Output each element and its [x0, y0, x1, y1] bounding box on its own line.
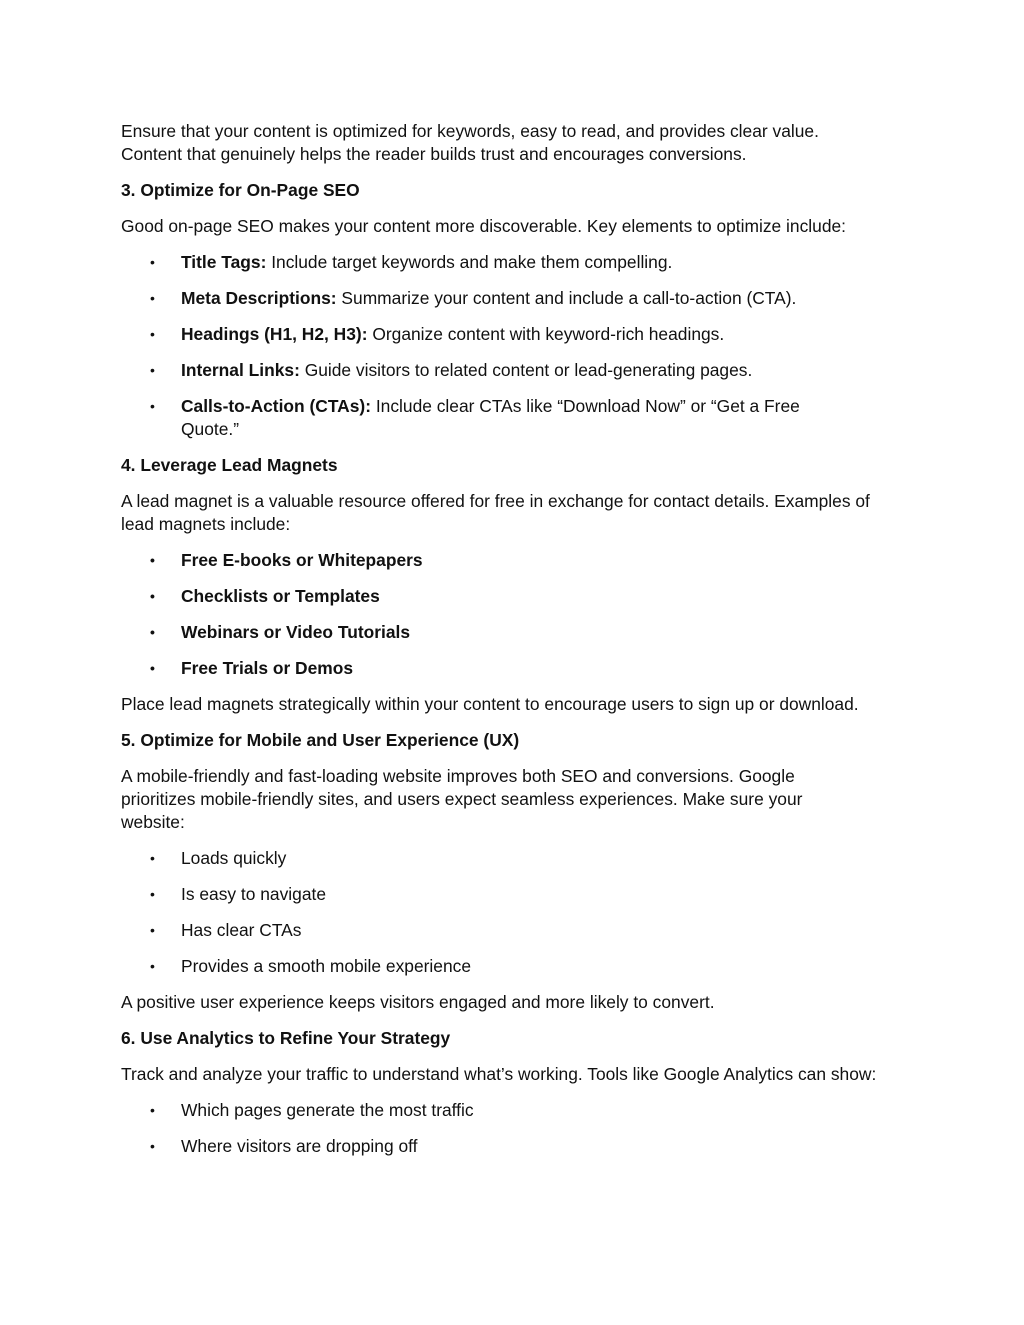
section-3-heading: 3. Optimize for On-Page SEO [121, 180, 360, 200]
item-label: Free Trials or Demos [181, 658, 354, 678]
document-page [121, 120, 921, 1171]
item-label: Free E-books or Whitepapers [181, 550, 423, 570]
bullet-icon: • [150, 588, 155, 604]
list-item [121, 323, 921, 346]
section-3-lead: Good on-page SEO makes your content more discoverable. Key elements to optimize include: [121, 216, 846, 236]
item-desc: Include clear CTAs like “Download Now” or “Get a Free Quote.” [181, 396, 800, 439]
bullet-icon: • [150, 362, 155, 378]
bullet-icon: • [150, 624, 155, 640]
item-label: Loads quickly [181, 848, 287, 868]
section-6-lead: Track and analyze your traffic to understand what’s working. Tools like Google Analytics can show: [121, 1064, 877, 1084]
list-item [121, 1135, 921, 1158]
list-item [121, 955, 921, 978]
section-5-list [121, 847, 921, 978]
bullet-icon: • [150, 922, 155, 938]
item-desc: Include target keywords and make them compelling. [266, 252, 673, 272]
list-item [121, 549, 921, 572]
item-label: Provides a smooth mobile experience [181, 956, 471, 976]
list-item [121, 847, 921, 870]
list-item [121, 919, 921, 942]
item-term: Internal Links: [181, 360, 300, 380]
item-label: Has clear CTAs [181, 920, 302, 940]
section-5-lead: A mobile-friendly and fast-loading website improves both SEO and conversions. Google prioritizes mobile-friendly sites, and users expect seamless experiences. Make sure your website: [121, 766, 803, 832]
bullet-icon: • [150, 1138, 155, 1154]
section-4-list [121, 549, 921, 680]
bullet-icon: • [150, 552, 155, 568]
list-item [121, 621, 921, 644]
bullet-icon: • [150, 958, 155, 974]
item-term: Title Tags: [181, 252, 267, 272]
list-item [121, 395, 851, 441]
bullet-icon: • [150, 850, 155, 866]
bullet-icon: • [150, 1102, 155, 1118]
list-item [121, 883, 921, 906]
bullet-icon: • [150, 660, 155, 676]
list-item [121, 359, 921, 382]
section-6-list [121, 1099, 921, 1158]
item-label: Webinars or Video Tutorials [181, 622, 411, 642]
bullet-icon: • [150, 886, 155, 902]
item-label: Is easy to navigate [181, 884, 327, 904]
item-term: Calls-to-Action (CTAs): [181, 396, 371, 416]
item-desc: Organize content with keyword-rich headings. [367, 324, 725, 344]
section-4-closing: Place lead magnets strategically within your content to encourage users to sign up or download. [121, 694, 859, 714]
item-label: Where visitors are dropping off [181, 1136, 418, 1156]
list-item [121, 287, 921, 310]
section-6-heading: 6. Use Analytics to Refine Your Strategy [121, 1028, 451, 1048]
item-desc: Summarize your content and include a call-to-action (CTA). [336, 288, 797, 308]
item-label: Which pages generate the most traffic [181, 1100, 474, 1120]
bullet-icon: • [150, 254, 155, 270]
item-desc: Guide visitors to related content or lead-generating pages. [299, 360, 753, 380]
intro-paragraph: Ensure that your content is optimized for keywords, easy to read, and provides clear value. Content that genuinely helps the reader builds trust and encourages conversions. [121, 121, 819, 164]
list-item [121, 657, 921, 680]
item-label: Checklists or Templates [181, 586, 380, 606]
item-term: Headings (H1, H2, H3): [181, 324, 368, 344]
list-item [121, 251, 921, 274]
section-5-closing: A positive user experience keeps visitors engaged and more likely to convert. [121, 992, 715, 1012]
list-item [121, 1099, 921, 1122]
bullet-icon: • [150, 398, 155, 414]
bullet-icon: • [150, 290, 155, 306]
item-term: Meta Descriptions: [181, 288, 337, 308]
bullet-icon: • [150, 326, 155, 342]
list-item [121, 585, 921, 608]
section-3-list [121, 251, 921, 441]
section-4-lead: A lead magnet is a valuable resource offered for free in exchange for contact details. Examples of lead magnets include: [121, 491, 870, 534]
section-5-heading: 5. Optimize for Mobile and User Experience (UX) [121, 730, 520, 750]
section-4-heading: 4. Leverage Lead Magnets [121, 455, 338, 475]
